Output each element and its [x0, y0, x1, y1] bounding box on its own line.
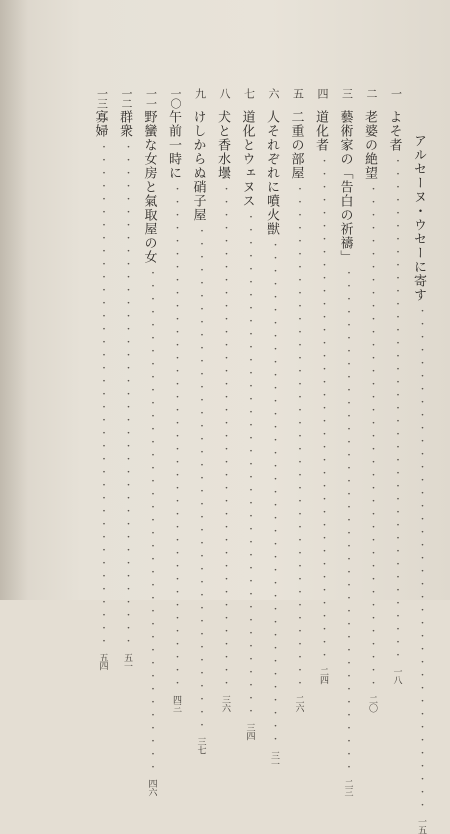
- toc-entry: [183, 88, 208, 754]
- toc-entry-title: 藝術家の「告白の祈禱」: [337, 110, 353, 264]
- toc-entry-number: 六: [267, 88, 280, 98]
- toc-entry-page: 二六: [293, 695, 304, 712]
- toc-entry: [159, 88, 184, 712]
- toc-leader-dots: ・・・・・・・・・・・・・・・・・・・・・・・・・・・・・・・・・・・・・・・: [342, 268, 353, 775]
- toc-entry-number: 一〇: [169, 88, 182, 108]
- toc-entry-title: 道化者: [313, 110, 328, 152]
- toc-entry-number: 二: [365, 88, 378, 98]
- toc-entry: [134, 88, 159, 796]
- toc-entry-number: 五: [291, 88, 305, 98]
- toc-entry-title: アルセーヌ・ウセーに寄す: [411, 134, 426, 302]
- toc-entry-page: 一八: [391, 667, 402, 684]
- toc-entry-page: 三四: [244, 723, 255, 740]
- toc-entry: [232, 88, 257, 740]
- toc-entry: [355, 88, 380, 712]
- toc-entry-number: 九: [193, 88, 207, 98]
- toc-entry-page: 三七: [195, 737, 206, 754]
- toc-entry-page: 二〇: [367, 695, 377, 712]
- toc-entry-page: 四三: [171, 695, 181, 712]
- toc-entry-title: 寡婦: [92, 110, 108, 138]
- toc-entry-number: 一二: [120, 88, 133, 108]
- toc-entry: [110, 88, 135, 670]
- toc-entry-number: 七: [242, 88, 256, 98]
- toc-entry-title: 老婆の絶望: [362, 110, 377, 180]
- toc-entry-page: 四六: [146, 779, 157, 796]
- toc-entry-page: 二三: [342, 779, 353, 796]
- toc-leader-dots: ・・・・・・・・・・・・・・・・・・・・・・・・・・・・・・・・・・・・・・・: [391, 156, 402, 663]
- toc-entry-title: 群衆: [117, 110, 132, 138]
- toc-entry: [379, 88, 404, 684]
- toc-leader-dots: ・・・・・・・・・・・・・・・・・・・・・・・・・・・・・・・・・・・・・・・: [220, 184, 230, 691]
- toc-leader-dots: ・・・・・・・・・・・・・・・・・・・・・・・・・・・・・・・・・・・・・・・: [244, 212, 255, 719]
- toc-leader-dots: ・・・・・・・・・・・・・・・・・・・・・・・・・・・・・・・・・・・・・・・: [146, 268, 157, 775]
- toc-entry-title: 人それぞれに噴火獣: [264, 110, 279, 236]
- toc-entry-title: けしからぬ硝子屋: [190, 110, 206, 222]
- toc-leader-dots: ・・・・・・・・・・・・・・・・・・・・・・・・・・・・・・・・・・・・・・・: [318, 156, 328, 663]
- toc-entry-number: [404, 88, 429, 110]
- toc-entry-page: 五一: [122, 653, 132, 670]
- toc-entry-page: 一五: [416, 817, 426, 834]
- toc-leader-dots: ・・・・・・・・・・・・・・・・・・・・・・・・・・・・・・・・・・・・・・・: [367, 184, 377, 691]
- toc-entry: [257, 88, 282, 768]
- page-gutter-shadow: [0, 0, 28, 600]
- toc-leader-dots: ・・・・・・・・・・・・・・・・・・・・・・・・・・・・・・・・・・・・・・・: [171, 184, 181, 691]
- toc-leader-dots: ・・・・・・・・・・・・・・・・・・・・・・・・・・・・・・・・・・・・・・・: [416, 306, 426, 813]
- toc-leader-dots: ・・・・・・・・・・・・・・・・・・・・・・・・・・・・・・・・・・・・・・・: [269, 240, 279, 747]
- toc-entry-title: よそ者: [386, 110, 402, 152]
- toc-entry-page: 三六: [220, 695, 230, 712]
- toc-entry: [208, 88, 233, 712]
- toc-entry-number: 一: [389, 88, 403, 98]
- toc-entry-title: 野蠻な女房と氣取屋の女: [141, 110, 157, 264]
- toc-entry-page: 二四: [318, 667, 328, 684]
- toc-leader-dots: ・・・・・・・・・・・・・・・・・・・・・・・・・・・・・・・・・・・・・・・: [122, 142, 132, 649]
- toc-entry-title: 犬と香水壜: [215, 110, 230, 180]
- toc-entry-page: 三一: [269, 751, 279, 768]
- toc-entry: [404, 88, 429, 834]
- toc-entry-number: 四: [316, 88, 329, 98]
- toc-entry: [281, 88, 306, 712]
- toc-entry-title: 午前一時に: [166, 110, 181, 180]
- toc-entry-number: 三: [340, 88, 354, 98]
- toc-leader-dots: ・・・・・・・・・・・・・・・・・・・・・・・・・・・・・・・・・・・・・・・: [97, 142, 108, 649]
- toc-entry-number: 一一: [144, 88, 158, 108]
- toc-entry-number: 一三: [95, 88, 109, 108]
- toc-entry-title: 二重の部屋: [288, 110, 304, 180]
- toc-entry-page: 五四: [97, 653, 108, 670]
- toc-entry: [330, 88, 355, 796]
- toc-leader-dots: ・・・・・・・・・・・・・・・・・・・・・・・・・・・・・・・・・・・・・・・: [195, 226, 206, 733]
- toc-entry-title: 道化とウェヌス: [239, 110, 255, 208]
- toc-leader-dots: ・・・・・・・・・・・・・・・・・・・・・・・・・・・・・・・・・・・・・・・: [293, 184, 304, 691]
- table-of-contents: [85, 88, 428, 834]
- toc-entry: [85, 88, 110, 670]
- toc-entry-number: 八: [218, 88, 231, 98]
- toc-entry: [306, 88, 331, 684]
